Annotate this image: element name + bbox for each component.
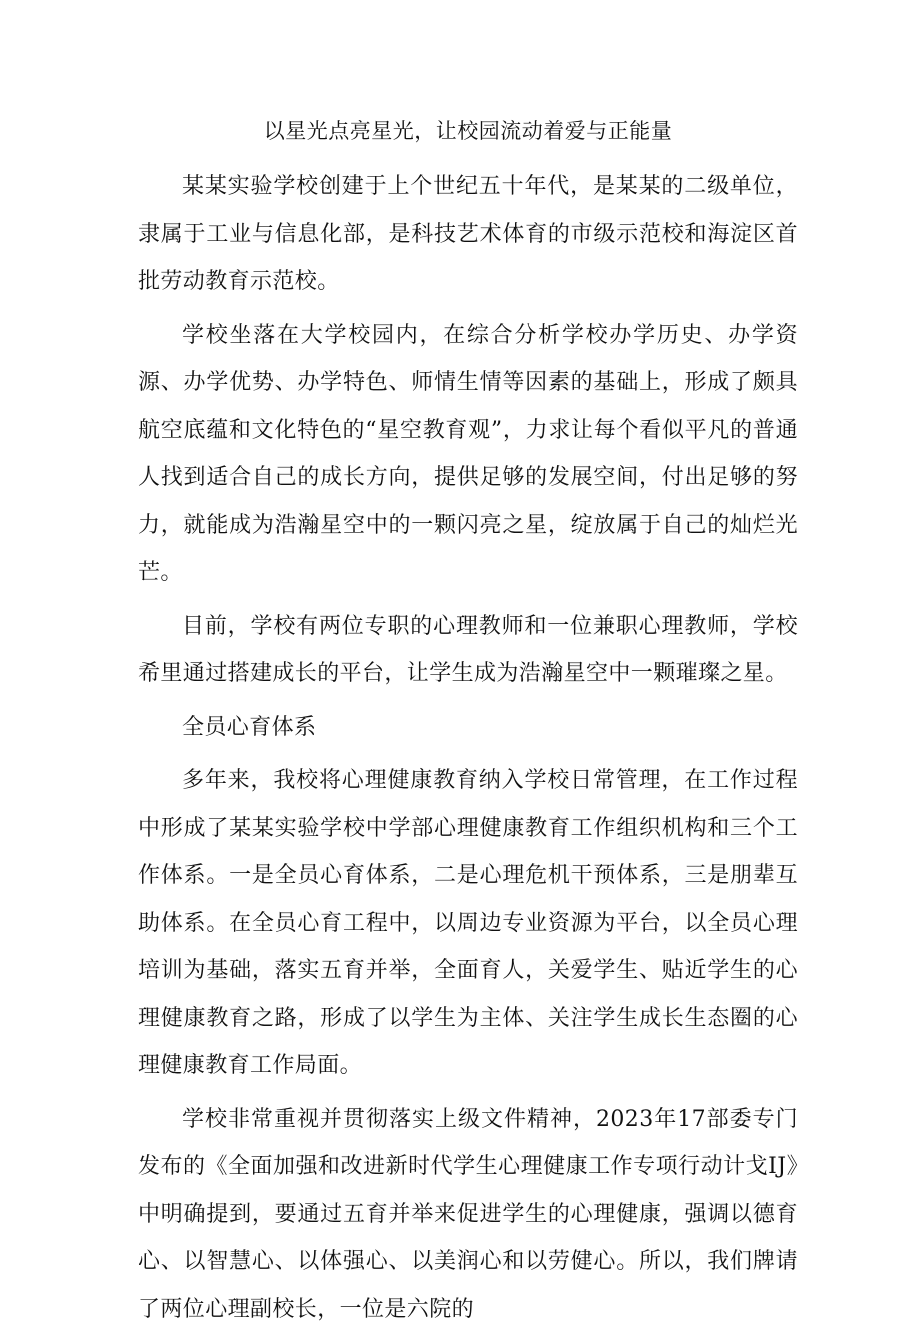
section-heading: 全员心育体系 [182,714,317,740]
paragraph-policy: 学校非常重视并贯彻落实上级文件精神，2023年17部委专门发布的《全面加强和改进新时代学生心理健康工作专项行动计戈IJ》中明确提到，要通过五育并举来促进学生的心理健康，强调以德育心、以智慧心、以体强心、以美润心和以劳健心。所以，我们牌请了两位心理副校长，一位是六院的 [138,1106,798,1322]
paragraph-school-intro: 某某实验学校创建于上个世纪五十年代，是某某的二级单位，隶属于工业与信息化部，是科技艺术体育的市级示范校和海淀区首批劳动教育示范校。 [138,174,798,294]
paragraph-teachers: 目前，学校有两位专职的心理教师和一位兼职心理教师，学校希里通过搭建成长的平台，让学生成为浩瀚星空中一颗璀璨之星。 [138,613,798,686]
paragraph-school-location: 学校坐落在大学校园内，在综合分析学校办学历史、办学资源、办学优势、办学特色、师情生情等因素的基础上，形成了颇具航空底蕴和文化特色的“星空教育观”，力求让每个看似平凡的普通人找到适合自己的成长方向，提供足够的发展空间，付出足够的努力，就能成为浩瀚星空中的一颗闪亮之星，绽放属于自己的灿烂光芒。 [138,322,798,585]
paragraph-management: 多年来，我校将心理健康教育纳入学校日常管理，在工作过程中形成了某某实验学校中学部心理健康教育工作组织机构和三个工作体系。一是全员心育体系，二是心理危机干预体系，三是朋辈互助体系。在全员心育工程中，以周边专业资源为平台，以全员心理培训为基础，落实五育并举，全面育人，关爱学生、贴近学生的心理健康教育之路，形成了以学生为主体、关注学生成长生态圈的心理健康教育工作局面。 [138,768,798,1078]
document-body [138,116,798,1339]
document-title: 以星光点亮星光，让校园流动着爱与正能量 [263,119,673,143]
